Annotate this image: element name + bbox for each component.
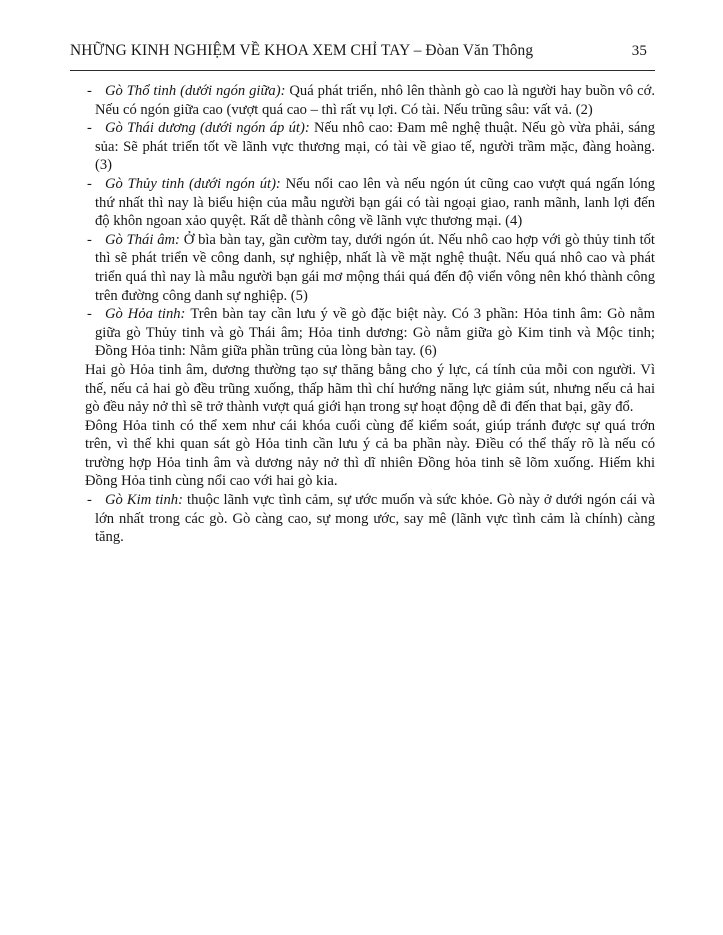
- list-item: [85, 175, 655, 231]
- paragraph-lead: Gò Hỏa tinh:: [105, 306, 191, 323]
- paragraph-text: Trên bàn tay cần lưu ý về gò đặc biệt này. Có 3 phần: Hỏa tinh âm: Gò nằm giữa gò Thủy tinh và gò Thái âm; Hỏa tinh dương: Gò nằm giữa gò Kim tinh và Mộc tinh; Đồng Hỏa tinh: Nằm giữa phần trũng của lòng bàn tay. (6): [95, 306, 655, 360]
- paragraph: [85, 361, 655, 417]
- paragraph-lead: Gò Thủy tinh (dưới ngón út):: [105, 175, 286, 192]
- bullet-dash: -: [87, 175, 92, 192]
- list-item: [85, 305, 655, 361]
- list-item: [85, 119, 655, 175]
- bullet-dash: -: [87, 83, 92, 99]
- bullet-dash: -: [87, 120, 92, 137]
- paragraph-text: thuộc lãnh vực tình cảm, sự ước muốn và sức khỏe. Gò này ở dưới ngón cái và lớn nhất trong các gò. Gò càng cao, sự mong ước, say mê (lãnh vực tình cảm là chính) càng tăng.: [95, 492, 656, 546]
- paragraph-lead: Gò Thái dương (dưới ngón áp út):: [105, 120, 314, 137]
- list-item: [85, 231, 655, 305]
- paragraph-text: Đông Hỏa tinh có thể xem như cái khóa cuối cùng để kiểm soát, giúp tránh được sự quá trớn trên, vì thế khi quan sát gò Hỏa tinh cần lưu ý cả ba phần này. Điều có thể thấy rõ là nếu có trường hợp Hỏa tinh âm và dương nảy nở thì dĩ nhiên Đồng hỏa tinh sẽ lõm xuống. Hiếm khi Đồng Hỏa tinh cùng nổi cao với hai gò kia.: [85, 417, 655, 490]
- list-item: [85, 82, 655, 119]
- paragraph-text: Hai gò Hỏa tinh âm, dương thường tạo sự thăng bằng cho ý lực, cá tính của mỗi con người. Vì thế, nếu cả hai gò đều trũng xuống, thấp hãm thì chí hướng năng lực giảm sút, nhưng nếu cả hai gò đều nảy nở thì sẽ trở thành vượt quá giới hạn trong sự hoạt động dễ đi đến that bại, gãy đổ.: [85, 361, 655, 416]
- paragraph-lead: Gò Thổ tinh (dưới ngón giữa):: [105, 83, 290, 99]
- bullet-dash: -: [87, 492, 92, 509]
- paragraph-text: Quá phát triển, nhô lên thành gò cao là người hay buồn vô cớ. Nếu có ngón giữa cao (vượt quá cao – thì rất vụ lợi. Có tài. Nếu trũng sâu: vất vả. (2): [95, 83, 655, 118]
- list-item: [85, 491, 655, 547]
- running-header-title: NHỮNG KINH NGHIỆM VỀ KHOA XEM CHỈ TAY – Đòan Văn Thông: [70, 42, 534, 59]
- paragraph-text: Nếu nổi cao lên và nếu ngón út cũng cao vượt quá ngấn lóng thứ nhất thì nay là biểu hiện của mẫu người bạn gái có tài ngoại giao, ranh mãnh, lanh lợi đến độ khôn ngoan xảo quyệt. Rất dễ thành công về lãnh vực thương mại. (4): [95, 175, 655, 230]
- header-rule: [70, 70, 655, 71]
- paragraph: [85, 417, 655, 491]
- page-number: 35: [631, 43, 647, 59]
- bullet-dash: -: [87, 231, 92, 248]
- page-body: [85, 82, 655, 547]
- paragraph-lead: Gò Kim tinh:: [105, 492, 188, 509]
- bullet-dash: -: [87, 306, 92, 323]
- paragraph-text: Ở bìa bàn tay, gần cườm tay, dưới ngón út. Nếu nhô cao hợp với gò thủy tinh tốt thì sẽ phát triển về công danh, sự nghiệp, nhất là về mặt nghệ thuật. Nếu quá nhô cao và phát triển quá thì nay là mẫu người bạn gái mơ mộng thái quá đến độ viển vông nên khó thành công trên đường công danh sự nghiệp. (5): [95, 231, 655, 304]
- paragraph-lead: Gò Thái âm:: [105, 231, 184, 248]
- paragraph-text: Nếu nhô cao: Đam mê nghệ thuật. Nếu gò vừa phải, sáng sủa: Sẽ phát triển tốt về lãnh vực thương mại, có tài về giao tế, người trầm mặc, đàng hoàng. (3): [95, 120, 655, 174]
- running-header: [70, 42, 655, 60]
